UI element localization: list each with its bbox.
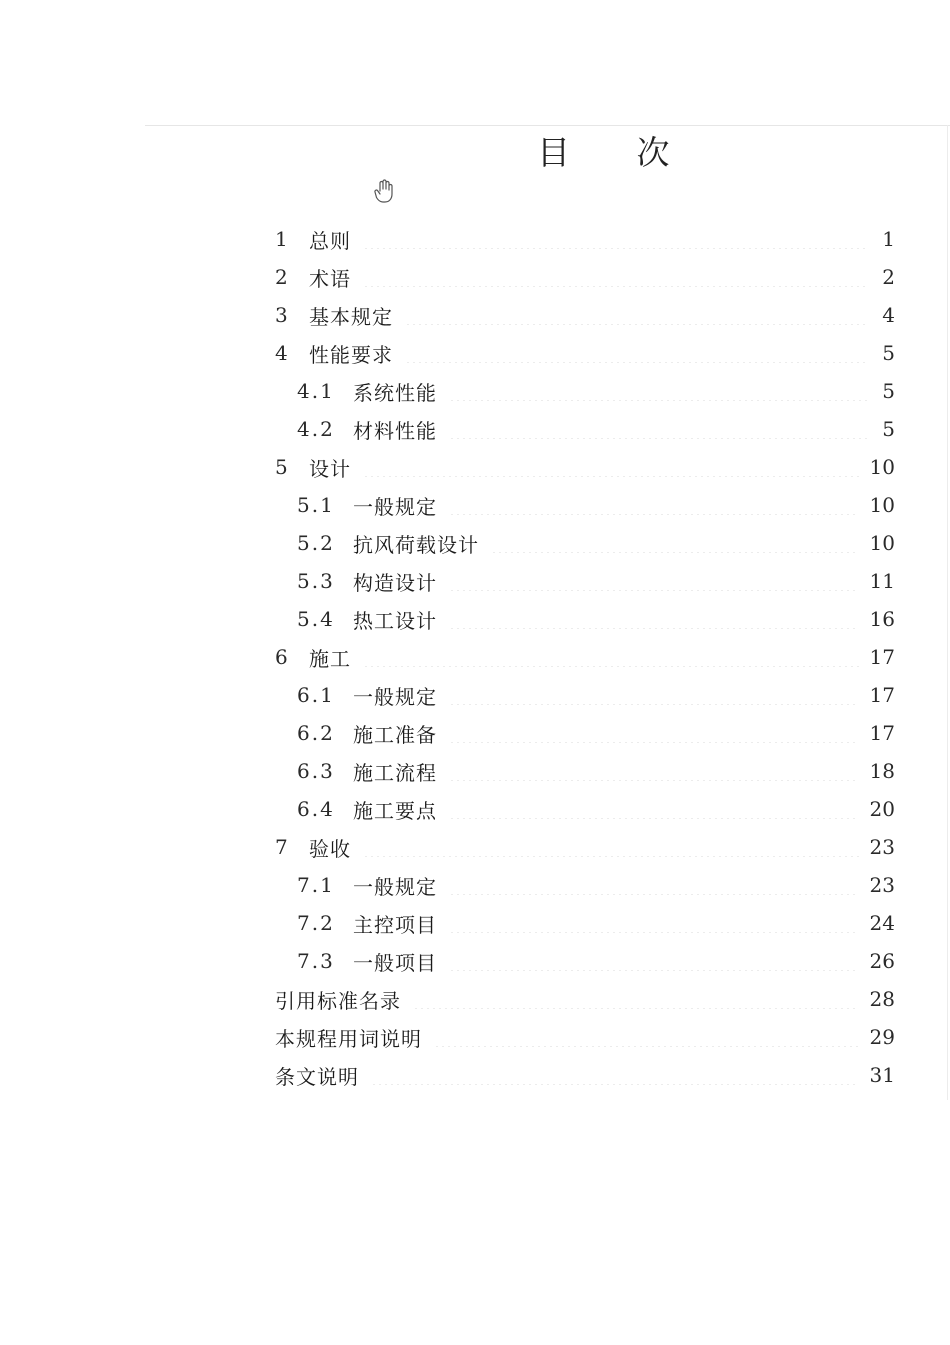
toc-subentry[interactable]	[275, 790, 895, 828]
dot-leader	[449, 951, 859, 971]
toc-page-number: 5	[882, 417, 895, 441]
dot-leader	[363, 457, 859, 477]
toc-number: 5.2	[297, 531, 335, 555]
toc-number: 4.2	[297, 417, 335, 441]
toc-page-number: 17	[869, 645, 895, 669]
toc-number: 2	[275, 265, 290, 289]
dot-leader	[363, 229, 867, 249]
toc-title: 条文说明	[275, 1064, 359, 1089]
toc-title: 总则	[309, 228, 351, 253]
toc-title: 构造设计	[353, 570, 437, 595]
toc-number: 3	[275, 303, 290, 327]
toc-title: 引用标准名录	[275, 988, 401, 1013]
toc-page-number: 26	[869, 949, 895, 973]
toc-subentry[interactable]	[275, 410, 895, 448]
top-rule	[145, 125, 950, 126]
toc-number: 7.2	[297, 911, 335, 935]
toc-entry-appendix[interactable]	[275, 1018, 895, 1056]
toc-number: 4.1	[297, 379, 335, 403]
dot-leader	[405, 343, 867, 363]
dot-leader	[413, 989, 859, 1009]
toc-title: 材料性能	[353, 418, 437, 443]
toc-number: 5	[275, 455, 290, 479]
toc-page-number: 20	[869, 797, 895, 821]
toc-subentry[interactable]	[275, 524, 895, 562]
dot-leader	[363, 267, 867, 287]
toc-page-number: 28	[869, 987, 895, 1011]
dot-leader	[491, 533, 859, 553]
toc-page-number: 11	[869, 569, 895, 593]
toc-page-number: 4	[882, 303, 895, 327]
toc-subentry[interactable]	[275, 752, 895, 790]
toc-entry[interactable]	[275, 638, 895, 676]
toc-page-number: 17	[869, 721, 895, 745]
dot-leader	[405, 305, 867, 325]
toc-number: 5.1	[297, 493, 335, 517]
toc-page-number: 16	[869, 607, 895, 631]
toc-entry-appendix[interactable]	[275, 980, 895, 1018]
dot-leader	[449, 419, 867, 439]
toc-title: 施工流程	[353, 760, 437, 785]
toc-number: 6	[275, 645, 290, 669]
dot-leader	[449, 495, 859, 515]
toc-entry[interactable]	[275, 296, 895, 334]
toc-title: 验收	[309, 836, 351, 861]
toc-entry[interactable]	[275, 828, 895, 866]
dot-leader	[449, 875, 859, 895]
toc-page-number: 24	[869, 911, 895, 935]
toc-number: 6.4	[297, 797, 335, 821]
toc-title: 设计	[309, 456, 351, 481]
toc-number: 6.3	[297, 759, 335, 783]
toc-title: 一般规定	[353, 494, 437, 519]
toc-title: 一般项目	[353, 950, 437, 975]
dot-leader	[449, 609, 859, 629]
toc-number: 1	[275, 227, 290, 251]
toc-subentry[interactable]	[275, 600, 895, 638]
toc-page-number: 31	[869, 1063, 895, 1087]
toc-page-number: 2	[882, 265, 895, 289]
toc-subentry[interactable]	[275, 676, 895, 714]
dot-leader	[449, 381, 867, 401]
dot-leader	[449, 913, 859, 933]
toc-title: 施工准备	[353, 722, 437, 747]
toc-title: 性能要求	[309, 342, 393, 367]
toc-page-number: 1	[882, 227, 895, 251]
toc-page-number: 5	[882, 341, 895, 365]
toc-number: 7.3	[297, 949, 335, 973]
toc-title: 系统性能	[353, 380, 437, 405]
toc-page-number: 10	[869, 531, 895, 555]
toc-title: 一般规定	[353, 874, 437, 899]
dot-leader	[371, 1065, 859, 1085]
toc-entry[interactable]	[275, 258, 895, 296]
toc-title: 本规程用词说明	[275, 1026, 422, 1051]
dot-leader	[449, 571, 859, 591]
toc-title: 一般规定	[353, 684, 437, 709]
dot-leader	[449, 723, 859, 743]
toc-number: 4	[275, 341, 290, 365]
toc-number: 5.4	[297, 607, 335, 631]
toc-page-number: 5	[882, 379, 895, 403]
dot-leader	[363, 837, 859, 857]
toc-number: 6.1	[297, 683, 335, 707]
toc-page-number: 17	[869, 683, 895, 707]
page-edge-rule	[947, 125, 948, 1100]
page-title: 目 次	[537, 133, 698, 172]
toc-title: 施工要点	[353, 798, 437, 823]
toc-entry[interactable]	[275, 448, 895, 486]
toc-entry[interactable]	[275, 220, 895, 258]
toc-page-number: 29	[869, 1025, 895, 1049]
toc-page-number: 10	[869, 455, 895, 479]
toc-number: 5.3	[297, 569, 335, 593]
toc-title: 术语	[309, 266, 351, 291]
toc-title: 热工设计	[353, 608, 437, 633]
toc-subentry[interactable]	[275, 866, 895, 904]
toc-title: 基本规定	[309, 304, 393, 329]
dot-leader	[449, 799, 859, 819]
hand-cursor-icon	[372, 178, 396, 204]
toc-entry[interactable]	[275, 334, 895, 372]
toc-page-number: 18	[869, 759, 895, 783]
toc-subentry[interactable]	[275, 904, 895, 942]
table-of-contents	[275, 220, 895, 1094]
toc-subentry[interactable]	[275, 372, 895, 410]
toc-page-number: 23	[869, 873, 895, 897]
toc-entry-appendix[interactable]	[275, 1056, 895, 1094]
toc-page-number: 23	[869, 835, 895, 859]
dot-leader	[363, 647, 859, 667]
toc-subentry[interactable]	[275, 562, 895, 600]
toc-number: 7	[275, 835, 290, 859]
dot-leader	[449, 761, 859, 781]
toc-title: 施工	[309, 646, 351, 671]
dot-leader	[449, 685, 859, 705]
toc-title: 主控项目	[353, 912, 437, 937]
toc-number: 7.1	[297, 873, 335, 897]
toc-subentry[interactable]	[275, 486, 895, 524]
toc-subentry[interactable]	[275, 942, 895, 980]
toc-title: 抗风荷载设计	[353, 532, 479, 557]
toc-number: 6.2	[297, 721, 335, 745]
toc-page-number: 10	[869, 493, 895, 517]
dot-leader	[434, 1027, 859, 1047]
toc-subentry[interactable]	[275, 714, 895, 752]
